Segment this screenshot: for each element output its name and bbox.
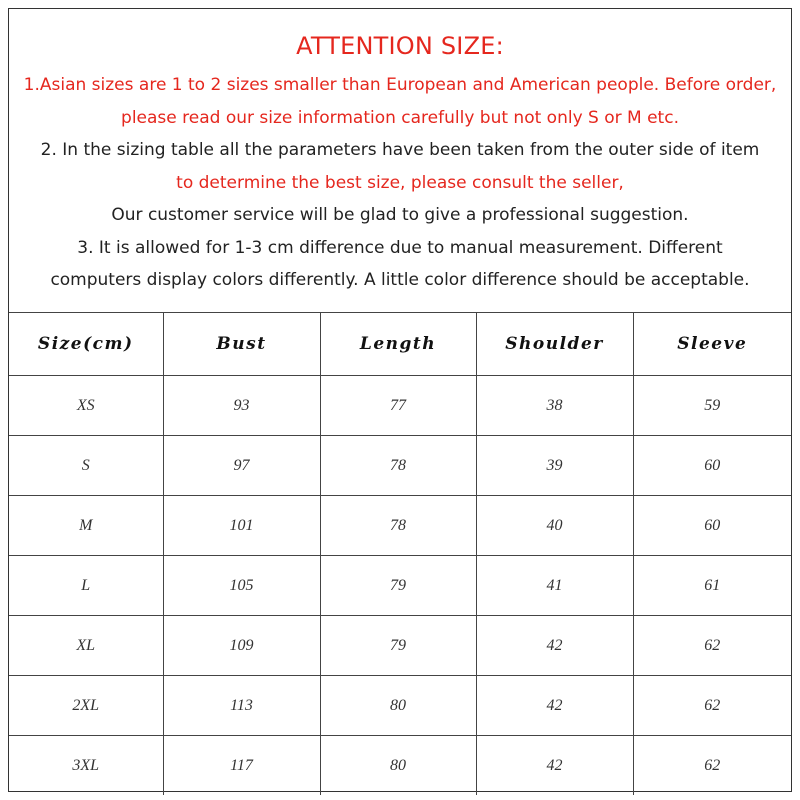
cell-sleeve: 61	[633, 556, 791, 616]
table-header-row	[9, 313, 791, 376]
notice-line-4: to determine the best size, please consult the seller,	[176, 172, 624, 193]
cell-bust: 93	[163, 376, 320, 436]
cell-bust: 117	[163, 736, 320, 796]
size-table	[9, 312, 791, 795]
cell-length: 80	[320, 736, 476, 796]
cell-shoulder: 42	[476, 616, 633, 676]
table-row	[9, 496, 791, 556]
notice-line-3: 2. In the sizing table all the parameters have been taken from the outer side of item	[40, 140, 760, 160]
cell-size: M	[9, 496, 163, 556]
cell-length: 77	[320, 376, 476, 436]
table-row	[9, 736, 791, 796]
notice-line-1: 1.Asian sizes are 1 to 2 sizes smaller than European and American people. Before order,	[23, 75, 777, 95]
cell-sleeve: 60	[633, 436, 791, 496]
cell-sleeve: 59	[633, 376, 791, 436]
cell-size: S	[9, 436, 163, 496]
cell-length: 80	[320, 676, 476, 736]
cell-length: 78	[320, 436, 476, 496]
cell-shoulder: 42	[476, 676, 633, 736]
cell-sleeve: 62	[633, 676, 791, 736]
table-row	[9, 436, 791, 496]
table-row	[9, 556, 791, 616]
attention-notice	[9, 9, 791, 312]
table-row	[9, 376, 791, 436]
notice-title: ATTENTION SIZE:	[296, 32, 504, 60]
cell-bust: 109	[163, 616, 320, 676]
size-chart-card	[8, 8, 792, 792]
cell-shoulder: 39	[476, 436, 633, 496]
cell-bust: 97	[163, 436, 320, 496]
notice-line-6: 3. It is allowed for 1-3 cm difference due to manual measurement. Different	[77, 237, 723, 258]
cell-bust: 113	[163, 676, 320, 736]
cell-bust: 105	[163, 556, 320, 616]
cell-shoulder: 41	[476, 556, 633, 616]
cell-shoulder: 40	[476, 496, 633, 556]
header-bust: Bust	[163, 313, 320, 376]
cell-length: 78	[320, 496, 476, 556]
table-row	[9, 616, 791, 676]
cell-bust: 101	[163, 496, 320, 556]
cell-size: XS	[9, 376, 163, 436]
cell-shoulder: 38	[476, 376, 633, 436]
cell-size: XL	[9, 616, 163, 676]
cell-size: L	[9, 556, 163, 616]
notice-line-7: computers display colors differently. A little color difference should be acceptable.	[50, 270, 750, 290]
cell-sleeve: 60	[633, 496, 791, 556]
cell-length: 79	[320, 556, 476, 616]
header-shoulder: Shoulder	[476, 313, 633, 376]
cell-sleeve: 62	[633, 736, 791, 796]
header-size: Size(cm)	[9, 313, 163, 376]
cell-length: 79	[320, 616, 476, 676]
cell-shoulder: 42	[476, 736, 633, 796]
cell-size: 3XL	[9, 736, 163, 796]
cell-size: 2XL	[9, 676, 163, 736]
header-length: Length	[320, 313, 476, 376]
cell-sleeve: 62	[633, 616, 791, 676]
notice-line-5: Our customer service will be glad to give a professional suggestion.	[111, 205, 689, 225]
header-sleeve: Sleeve	[633, 313, 791, 376]
table-row	[9, 676, 791, 736]
notice-line-2: please read our size information carefully but not only S or M etc.	[121, 107, 679, 128]
